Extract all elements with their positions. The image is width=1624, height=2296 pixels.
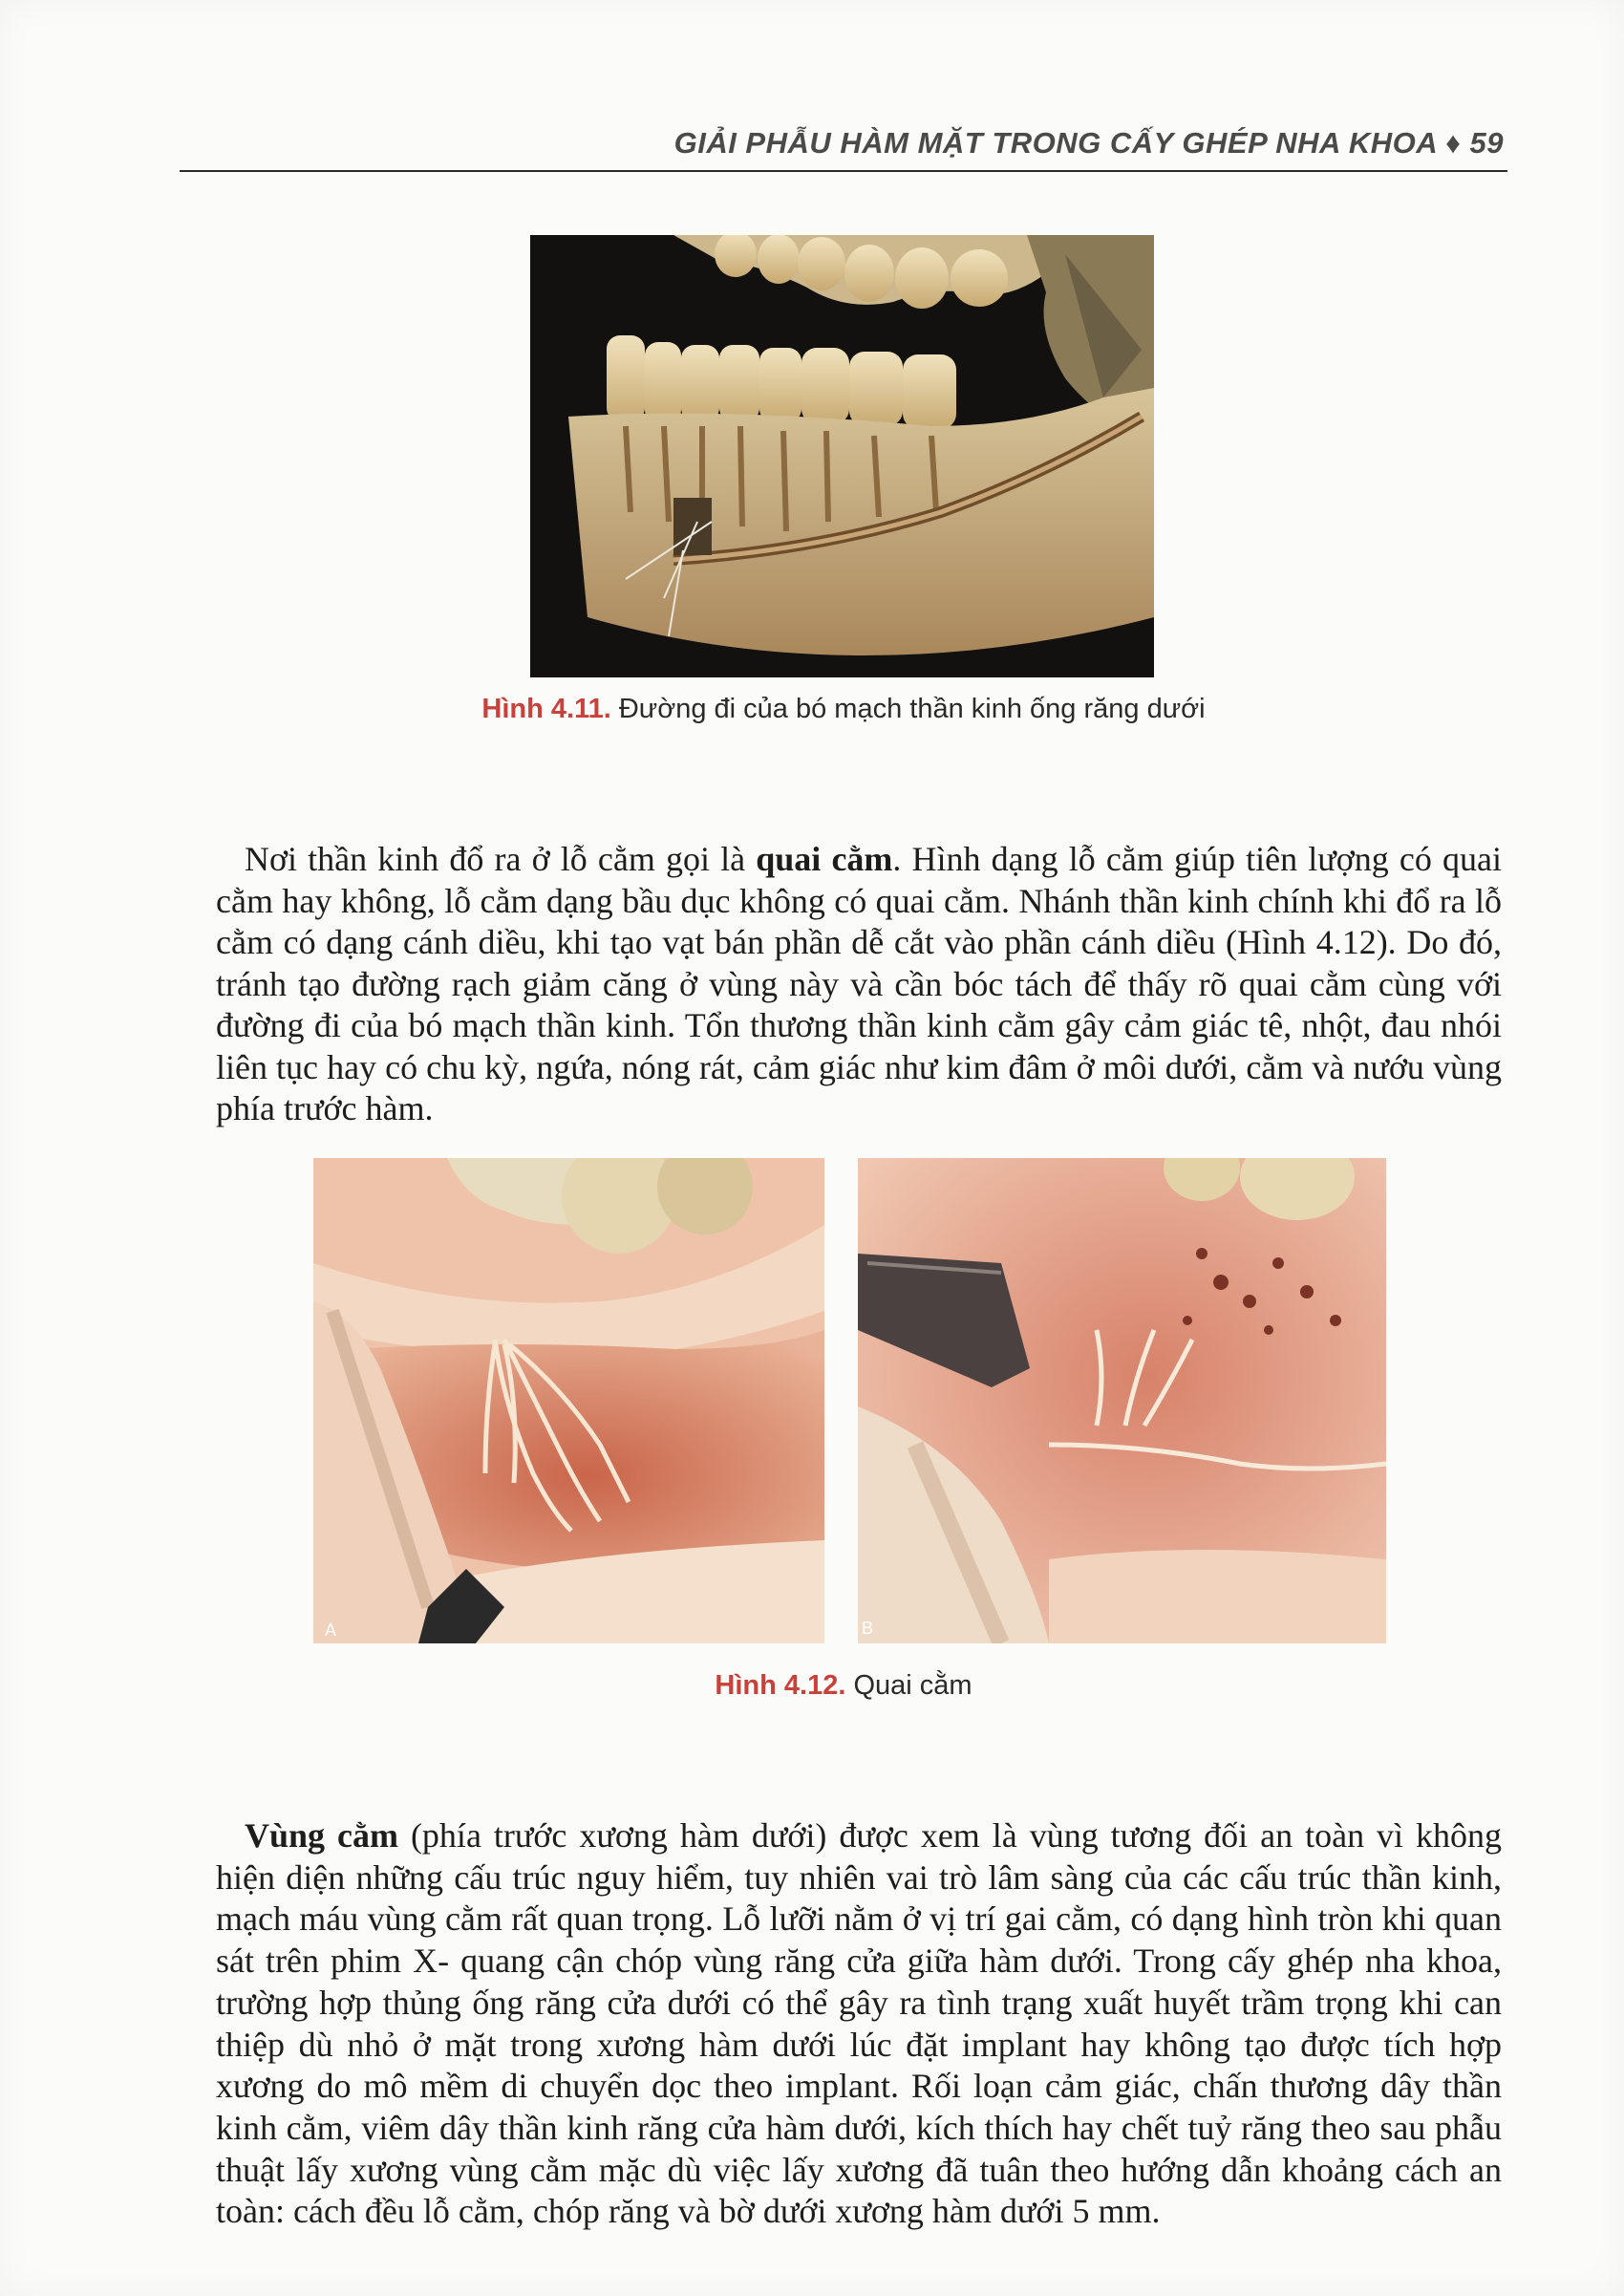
running-header xyxy=(180,118,1507,172)
figure-4-11-caption xyxy=(180,694,1507,725)
figure-4-12-caption xyxy=(180,1670,1507,1702)
figure-4-12-caption-text: Quai cằm xyxy=(853,1670,972,1701)
paragraph-1-bold-term: quai cằm xyxy=(756,840,893,878)
figure-4-11-photo xyxy=(530,235,1154,677)
figure-4-11-caption-text: Đường đi của bó mạch thần kinh ống răng dưới xyxy=(618,694,1206,724)
paragraph-1-rest: . Hình dạng lỗ cằm giúp tiên lượng có quai cằm hay không, lỗ cằm dạng bầu dục không có quai cằm. Nhánh thần kinh chính khi đổ ra lỗ cằm có dạng cánh diều, khi tạo vạt bán phần dễ cắt vào phần cánh diều (Hình 4.12). Do đó, tránh tạo đường rạch giảm căng ở vùng này và cần bóc tách để thấy rõ quai cằm cùng với đường đi của bó mạch thần kinh. Tổn thương thần kinh cằm gây cảm giác tê, nhột, đau nhói liên tục hay có chu kỳ, ngứa, nóng rát, cảm giác như kim đâm ở môi dưới, cằm và nướu vùng phía trước hàm. xyxy=(216,840,1502,1127)
paragraph-1-lead: Nơi thần kinh đổ ra ở lỗ cằm gọi là xyxy=(245,840,757,878)
header-title: GIẢI PHẪU HÀM MẶT TRONG CẤY GHÉP NHA KHOA ♦ 59 xyxy=(673,126,1504,160)
paragraph-2-rest: (phía trước xương hàm dưới) được xem là vùng tương đối an toàn vì không hiện diện những cấu trúc nguy hiểm, tuy nhiên vai trò lâm sàng của các cấu trúc thần kinh, mạch máu vùng cằm rất quan trọng. Lỗ lưỡi nằm ở vị trí gai cằm, có dạng hình tròn khi quan sát trên phim X- quang cận chóp vùng răng cửa giữa hàm dưới. Trong cấy ghép nha khoa, trường hợp thủng ống răng cửa dưới có thể gây ra tình trạng xuất huyết trầm trọng khi can thiệp dù nhỏ ở mặt trong xương hàm dưới lúc đặt implant hay không tạo được tích hợp xương do mô mềm di chuyển dọc theo implant. Rối loạn cảm giác, chấn thương dây thần kinh cằm, viêm dây thần kinh răng cửa hàm dưới, kích thích hay chết tuỷ răng theo sau phẫu thuật lấy xương vùng cằm mặc dù việc lấy xương đã tuân theo hướng dẫn khoảng cách an toàn: cách đều lỗ cằm, chóp răng và bờ dưới xương hàm dưới 5 mm. xyxy=(216,1816,1502,2231)
figure-4-12-label: Hình 4.12. xyxy=(715,1670,846,1701)
figure-4-12-photo-a xyxy=(313,1158,824,1643)
paragraph-1 xyxy=(216,839,1502,1130)
figure-4-11-label: Hình 4.11. xyxy=(481,694,611,724)
figure-4-12-photo-b xyxy=(858,1158,1386,1643)
paragraph-2-bold-term: Vùng cằm xyxy=(245,1816,398,1855)
panel-b-letter: B xyxy=(862,1619,874,1638)
paragraph-2 xyxy=(216,1815,1502,2233)
panel-a-letter: A xyxy=(325,1620,337,1640)
